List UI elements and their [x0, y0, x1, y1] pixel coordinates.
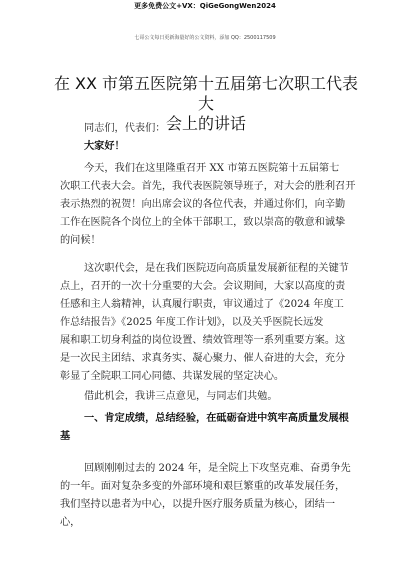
body-line: 借此机会，我讲三点意见，与同志们共勉。: [84, 391, 278, 402]
header-note: 七哥公文每日更新海量好的公文资料，添加 QQ：2500117509: [134, 35, 276, 41]
body-line: 这次职代会，是在我们医院迈向高质量发展新征程的关键节: [84, 263, 349, 274]
body-line: 任感和主人翁精神，认真履行职责，审议通过了《2024 年度工: [60, 299, 344, 310]
body-line: 我们坚持以患者为中心，以提升医疗服务质量为核心，团结一: [60, 499, 336, 510]
body-line: 展和职工切身利益的岗位设置、绩效管理等一系列重要方案。这: [60, 335, 346, 346]
body-line: 彰显了全院职工同心同德、共谋发展的坚定决心。: [60, 371, 285, 382]
body-line: 是一次民主团结、求真务实、凝心聚力、催人奋进的大会，充分: [60, 353, 346, 364]
title-line-1: 在 XX 市第五医院第十五届第七次职工代表大: [53, 74, 359, 113]
body-line: 回顾刚刚过去的 2024 年，是全院上下攻坚克难、奋勇争先: [84, 463, 351, 474]
body-line: 次职工代表大会。首先，我代表医院领导班子，对大会的胜利召开: [60, 181, 356, 192]
body-line: 表示热烈的祝贺！向出席会议的各位代表，并通过你们，向辛勤: [60, 199, 346, 210]
body-line: 的一年。面对复杂多变的外部环境和艰巨繁重的改革发展任务，: [60, 481, 346, 492]
body-line: 今天，我们在这里隆重召开 XX 市第五医院第十五届第七: [84, 163, 340, 174]
salutation: 同志们，代表们：: [84, 123, 166, 134]
body-line: 心，: [60, 517, 81, 528]
body-line: 的问候！: [60, 235, 101, 246]
section-heading: 一、肯定成绩，总结经验，在砥砺奋进中筑牢高质量发展根: [84, 413, 349, 424]
title-line-2: 会上的讲话: [165, 114, 246, 133]
greeting: 大家好！: [84, 141, 125, 152]
section-heading-cont: 基: [60, 431, 71, 442]
body-line: 点上，召开的一次十分重要的大会。会议期间，大家以高度的责: [60, 281, 346, 292]
promo-banner: 更多免费公文+VX：QiGeGongWen2024: [134, 2, 276, 10]
body-line: 工作在医院各个岗位上的全体干部职工，致以崇高的敬意和诚挚: [60, 217, 346, 228]
body-line: 作总结报告》《2025 年度工作计划》，以及关乎医院长远发: [60, 317, 324, 328]
